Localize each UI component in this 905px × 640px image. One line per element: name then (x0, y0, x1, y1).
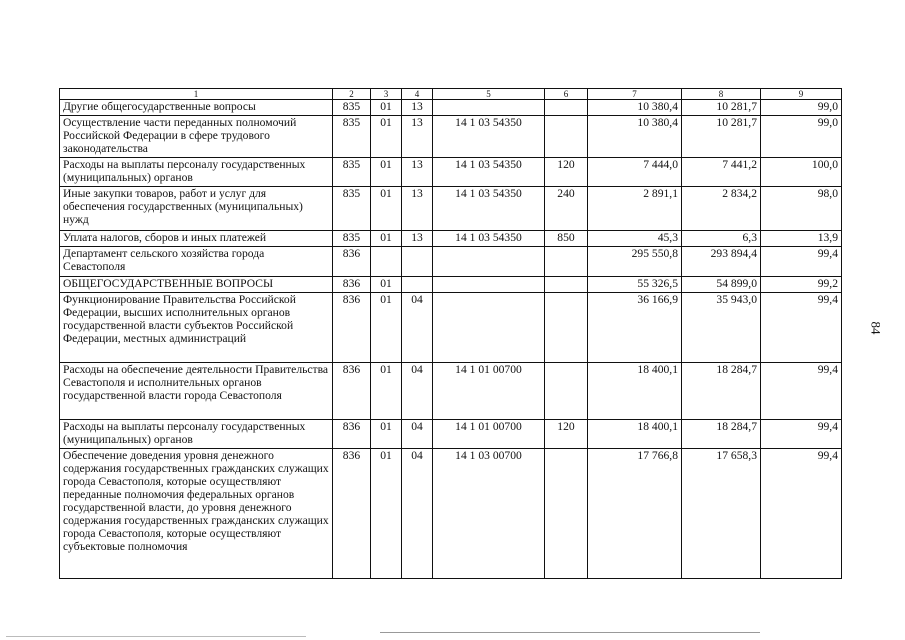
header-cell: 2 (333, 89, 371, 100)
table-row (60, 100, 842, 116)
table-row (60, 293, 842, 363)
subsection-cell: 13 (402, 187, 433, 231)
table-row (60, 158, 842, 187)
budget-table (59, 88, 842, 579)
expense-type-cell: 240 (545, 187, 588, 231)
executed-amount-cell: 17 658,3 (682, 449, 761, 579)
section-cell: 01 (371, 158, 402, 187)
subsection-cell: 13 (402, 116, 433, 158)
planned-amount-cell: 45,3 (588, 231, 682, 247)
executed-amount-cell: 54 899,0 (682, 277, 761, 293)
target-article-cell: 14 1 03 54350 (433, 187, 545, 231)
subsection-cell (402, 277, 433, 293)
row-name-cell: Расходы на выплаты персоналу государственных (муниципальных) органов (60, 420, 333, 449)
target-article-cell: 14 1 03 54350 (433, 116, 545, 158)
row-name-cell: Функционирование Правительства Российской Федерации, высших исполнительных органов государственной власти субъектов Российской Федерации, местных администраций (60, 293, 333, 363)
table-row (60, 449, 842, 579)
header-cell: 1 (60, 89, 333, 100)
code-cell: 836 (333, 293, 371, 363)
expense-type-cell (545, 100, 588, 116)
planned-amount-cell: 2 891,1 (588, 187, 682, 231)
percent-cell: 99,0 (761, 100, 842, 116)
section-cell: 01 (371, 363, 402, 420)
percent-cell: 13,9 (761, 231, 842, 247)
percent-cell: 99,4 (761, 293, 842, 363)
target-article-cell: 14 1 01 00700 (433, 420, 545, 449)
percent-cell: 99,4 (761, 449, 842, 579)
section-cell: 01 (371, 100, 402, 116)
planned-amount-cell: 7 444,0 (588, 158, 682, 187)
header-cell: 8 (682, 89, 761, 100)
table-row (60, 363, 842, 420)
code-cell: 836 (333, 363, 371, 420)
percent-cell: 99,0 (761, 116, 842, 158)
target-article-cell (433, 293, 545, 363)
subsection-cell: 04 (402, 363, 433, 420)
executed-amount-cell: 10 281,7 (682, 116, 761, 158)
table-row (60, 277, 842, 293)
percent-cell: 98,0 (761, 187, 842, 231)
header-cell: 4 (402, 89, 433, 100)
percent-cell: 100,0 (761, 158, 842, 187)
expense-type-cell: 120 (545, 158, 588, 187)
scan-edge-line (380, 632, 760, 633)
section-cell: 01 (371, 277, 402, 293)
code-cell: 836 (333, 449, 371, 579)
expense-type-cell (545, 116, 588, 158)
code-cell: 835 (333, 158, 371, 187)
subsection-cell: 04 (402, 293, 433, 363)
row-name-cell: Иные закупки товаров, работ и услуг для обеспечения государственных (муниципальных) нужд (60, 187, 333, 231)
expense-type-cell: 120 (545, 420, 588, 449)
executed-amount-cell: 35 943,0 (682, 293, 761, 363)
page-number: 84 (868, 321, 884, 335)
section-cell (371, 247, 402, 277)
planned-amount-cell: 10 380,4 (588, 116, 682, 158)
target-article-cell: 14 1 01 00700 (433, 363, 545, 420)
code-cell: 836 (333, 247, 371, 277)
row-name-cell: Расходы на обеспечение деятельности Правительства Севастополя и исполнительных органов государственной власти города Севастополя (60, 363, 333, 420)
executed-amount-cell: 10 281,7 (682, 100, 761, 116)
section-cell: 01 (371, 187, 402, 231)
row-name-cell: Уплата налогов, сборов и иных платежей (60, 231, 333, 247)
row-name-cell: Расходы на выплаты персоналу государственных (муниципальных) органов (60, 158, 333, 187)
target-article-cell: 14 1 03 00700 (433, 449, 545, 579)
percent-cell: 99,4 (761, 363, 842, 420)
expense-type-cell (545, 449, 588, 579)
header-row (60, 89, 842, 100)
table-row (60, 420, 842, 449)
header-cell: 3 (371, 89, 402, 100)
expense-type-cell (545, 277, 588, 293)
header-cell: 9 (761, 89, 842, 100)
subsection-cell: 13 (402, 158, 433, 187)
executed-amount-cell: 6,3 (682, 231, 761, 247)
planned-amount-cell: 55 326,5 (588, 277, 682, 293)
executed-amount-cell: 18 284,7 (682, 420, 761, 449)
code-cell: 835 (333, 100, 371, 116)
executed-amount-cell: 2 834,2 (682, 187, 761, 231)
expense-type-cell: 850 (545, 231, 588, 247)
code-cell: 835 (333, 116, 371, 158)
section-cell: 01 (371, 449, 402, 579)
code-cell: 835 (333, 231, 371, 247)
executed-amount-cell: 7 441,2 (682, 158, 761, 187)
scan-edge-line (6, 636, 306, 637)
planned-amount-cell: 10 380,4 (588, 100, 682, 116)
table-row (60, 116, 842, 158)
section-cell: 01 (371, 293, 402, 363)
target-article-cell (433, 277, 545, 293)
row-name-cell: Департамент сельского хозяйства города Севастополя (60, 247, 333, 277)
subsection-cell: 13 (402, 231, 433, 247)
row-name-cell: ОБЩЕГОСУДАРСТВЕННЫЕ ВОПРОСЫ (60, 277, 333, 293)
planned-amount-cell: 36 166,9 (588, 293, 682, 363)
row-name-cell: Обеспечение доведения уровня денежного содержания государственных гражданских служащих города Севастополя, которые осуществляют переданные полномочия федеральных органов государственной власти, до уровня денежного содержания государственных гражданских служащих города Севастополя, которые осуществляют субъектовые полномочия (60, 449, 333, 579)
expense-type-cell (545, 293, 588, 363)
subsection-cell: 13 (402, 100, 433, 116)
subsection-cell: 04 (402, 449, 433, 579)
table-row (60, 231, 842, 247)
section-cell: 01 (371, 231, 402, 247)
planned-amount-cell: 295 550,8 (588, 247, 682, 277)
target-article-cell (433, 247, 545, 277)
section-cell: 01 (371, 420, 402, 449)
target-article-cell: 14 1 03 54350 (433, 231, 545, 247)
percent-cell: 99,2 (761, 277, 842, 293)
header-cell: 5 (433, 89, 545, 100)
executed-amount-cell: 18 284,7 (682, 363, 761, 420)
table-row (60, 187, 842, 231)
header-cell: 7 (588, 89, 682, 100)
target-article-cell: 14 1 03 54350 (433, 158, 545, 187)
percent-cell: 99,4 (761, 247, 842, 277)
code-cell: 836 (333, 420, 371, 449)
planned-amount-cell: 18 400,1 (588, 363, 682, 420)
subsection-cell: 04 (402, 420, 433, 449)
row-name-cell: Осуществление части переданных полномочий Российской Федерации в сфере трудового законодательства (60, 116, 333, 158)
section-cell: 01 (371, 116, 402, 158)
subsection-cell (402, 247, 433, 277)
planned-amount-cell: 17 766,8 (588, 449, 682, 579)
planned-amount-cell: 18 400,1 (588, 420, 682, 449)
code-cell: 836 (333, 277, 371, 293)
executed-amount-cell: 293 894,4 (682, 247, 761, 277)
table-row (60, 247, 842, 277)
row-name-cell: Другие общегосударственные вопросы (60, 100, 333, 116)
expense-type-cell (545, 247, 588, 277)
header-cell: 6 (545, 89, 588, 100)
target-article-cell (433, 100, 545, 116)
code-cell: 835 (333, 187, 371, 231)
percent-cell: 99,4 (761, 420, 842, 449)
expense-type-cell (545, 363, 588, 420)
